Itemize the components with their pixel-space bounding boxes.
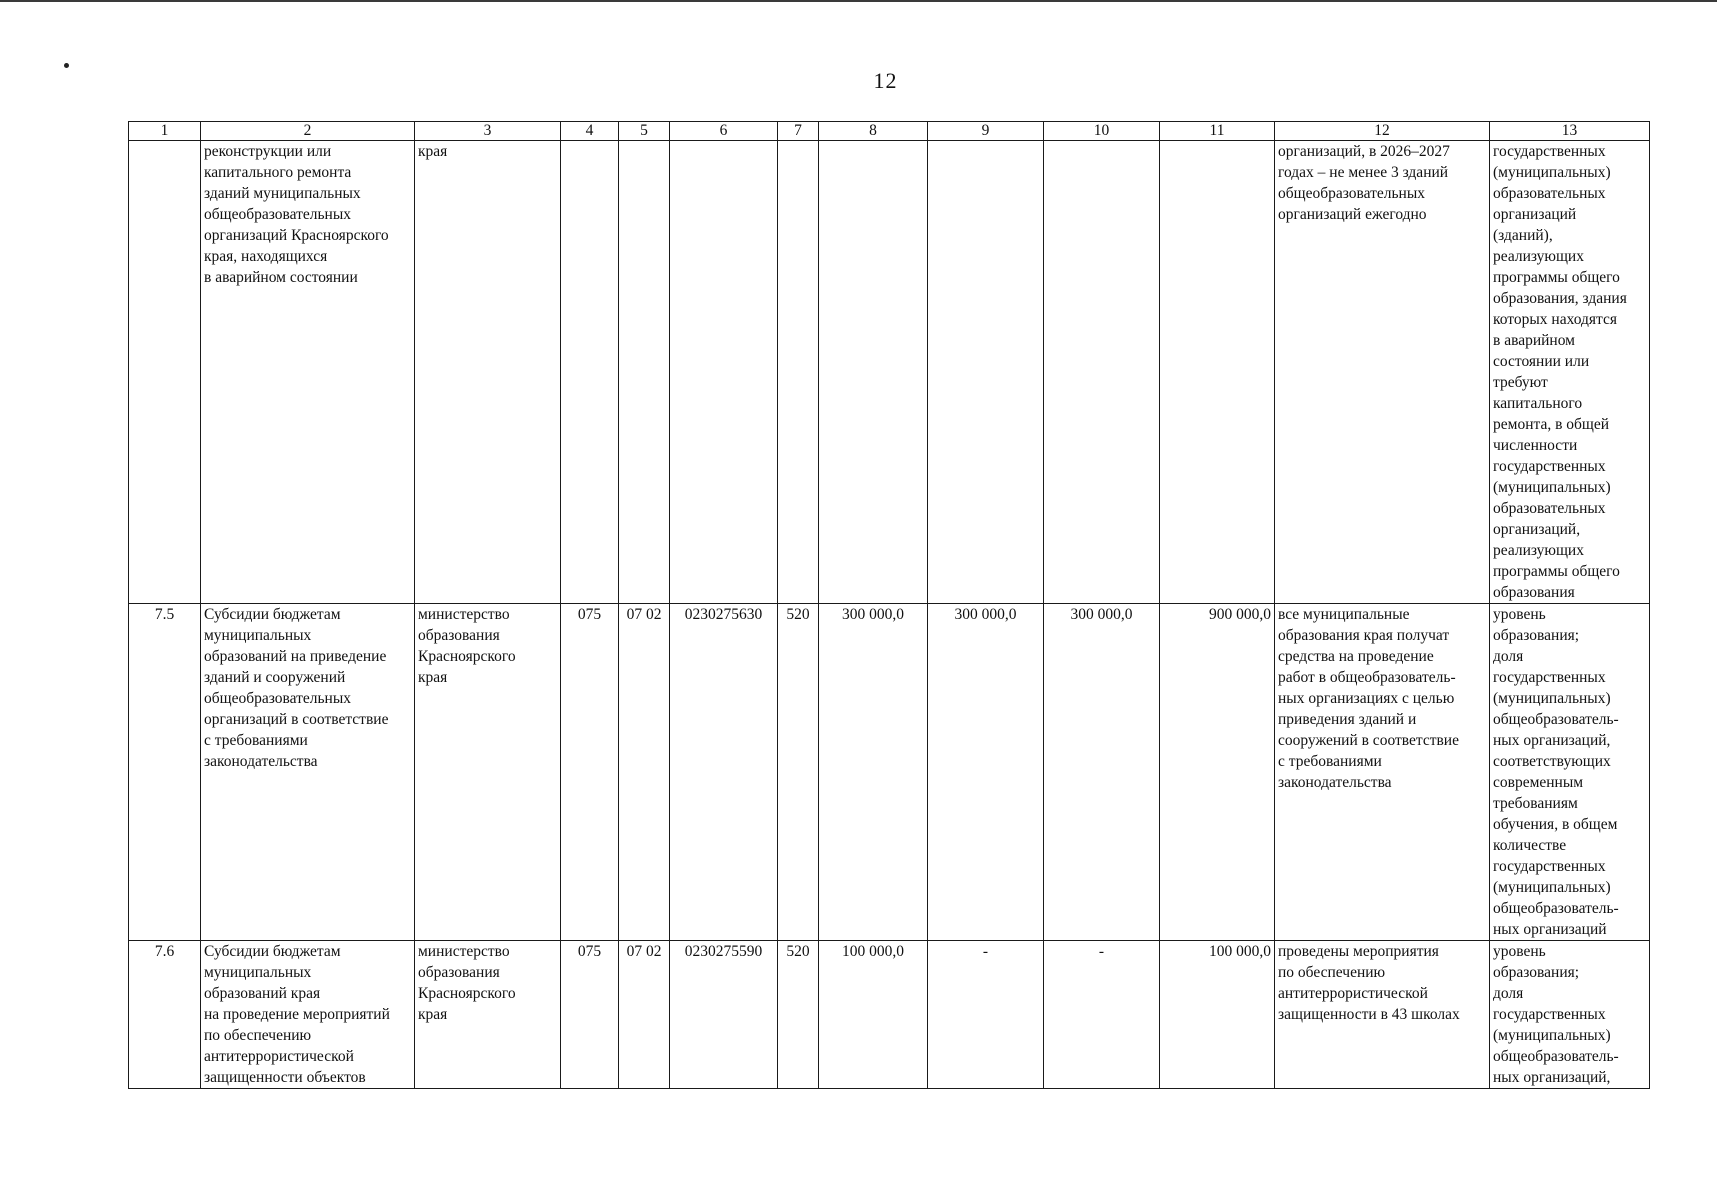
expense-type-cell: 520 <box>778 604 819 941</box>
amount-total-cell: 100 000,0 <box>1160 941 1275 1089</box>
column-number-row <box>129 122 1650 141</box>
item-number-cell: 7.6 <box>129 941 201 1089</box>
grbs-code-cell: 075 <box>561 941 619 1089</box>
page-number: 12 <box>873 68 898 93</box>
column-number: 5 <box>619 122 670 141</box>
item-name-cell: реконструкции или капитального ремонта зданий муниципальных общеобразовательных организаций Красноярского края, находящихся в аварийном состоянии <box>201 141 415 604</box>
grbs-code-cell: 075 <box>561 604 619 941</box>
column-number: 8 <box>819 122 928 141</box>
table-row <box>129 141 1650 604</box>
amount-total-cell: 900 000,0 <box>1160 604 1275 941</box>
executor-cell: министерство образования Красноярского края <box>415 604 561 941</box>
column-number: 11 <box>1160 122 1275 141</box>
amount-year-2-cell <box>928 141 1044 604</box>
amount-total-cell <box>1160 141 1275 604</box>
target-article-cell <box>670 141 778 604</box>
table-row <box>129 604 1650 941</box>
target-article-cell: 0230275630 <box>670 604 778 941</box>
item-name-cell: Субсидии бюджетам муниципальных образований края на проведение мероприятий по обеспечению антитеррористической защищенности объектов <box>201 941 415 1089</box>
amount-year-1-cell: 100 000,0 <box>819 941 928 1089</box>
scan-top-edge <box>0 0 1717 2</box>
section-code-cell: 07 02 <box>619 604 670 941</box>
column-number: 3 <box>415 122 561 141</box>
amount-year-2-cell: - <box>928 941 1044 1089</box>
amount-year-2-cell: 300 000,0 <box>928 604 1044 941</box>
amount-year-3-cell: - <box>1044 941 1160 1089</box>
executor-cell: края <box>415 141 561 604</box>
item-number-cell <box>129 141 201 604</box>
expected-result-cell: все муниципальные образования края получат средства на проведение работ в общеобразователь- ных организациях с целью приведения зданий и сооружений в соответствие с требованиями законодательства <box>1275 604 1490 941</box>
amount-year-3-cell: 300 000,0 <box>1044 604 1160 941</box>
column-number: 9 <box>928 122 1044 141</box>
indicator-cell: уровень образования; доля государственных (муниципальных) общеобразователь- ных организаций, <box>1490 941 1650 1089</box>
amount-year-1-cell <box>819 141 928 604</box>
grbs-code-cell <box>561 141 619 604</box>
item-name-cell: Субсидии бюджетам муниципальных образований на приведение зданий и сооружений общеобразовательных организаций в соответствие с требованиями законодательства <box>201 604 415 941</box>
table-row <box>129 941 1650 1089</box>
item-number-cell: 7.5 <box>129 604 201 941</box>
target-article-cell: 0230275590 <box>670 941 778 1089</box>
indicator-cell: государственных (муниципальных) образовательных организаций (зданий), реализующих программы общего образования, здания которых находятся в аварийном состоянии или требуют капитального ремонта, в общей численности государственных (муниципальных) образовательных организаций, реализующих программы общего образования <box>1490 141 1650 604</box>
column-number: 1 <box>129 122 201 141</box>
column-number: 10 <box>1044 122 1160 141</box>
column-number: 2 <box>201 122 415 141</box>
column-number: 4 <box>561 122 619 141</box>
executor-cell: министерство образования Красноярского края <box>415 941 561 1089</box>
column-number: 6 <box>670 122 778 141</box>
section-code-cell <box>619 141 670 604</box>
section-code-cell: 07 02 <box>619 941 670 1089</box>
expected-result-cell: организаций, в 2026–2027 годах – не менее 3 зданий общеобразовательных организаций ежегодно <box>1275 141 1490 604</box>
amount-year-1-cell: 300 000,0 <box>819 604 928 941</box>
expected-result-cell: проведены мероприятия по обеспечению антитеррористической защищенности в 43 школах <box>1275 941 1490 1089</box>
expense-type-cell: 520 <box>778 941 819 1089</box>
column-number: 12 <box>1275 122 1490 141</box>
expense-type-cell <box>778 141 819 604</box>
budget-table <box>128 121 1650 1089</box>
column-number: 13 <box>1490 122 1650 141</box>
indicator-cell: уровень образования; доля государственных (муниципальных) общеобразователь- ных организаций, соответствующих современным требованиям обучения, в общем количестве государственных (муниципальных) общеобразователь- ных организаций <box>1490 604 1650 941</box>
column-number: 7 <box>778 122 819 141</box>
amount-year-3-cell <box>1044 141 1160 604</box>
